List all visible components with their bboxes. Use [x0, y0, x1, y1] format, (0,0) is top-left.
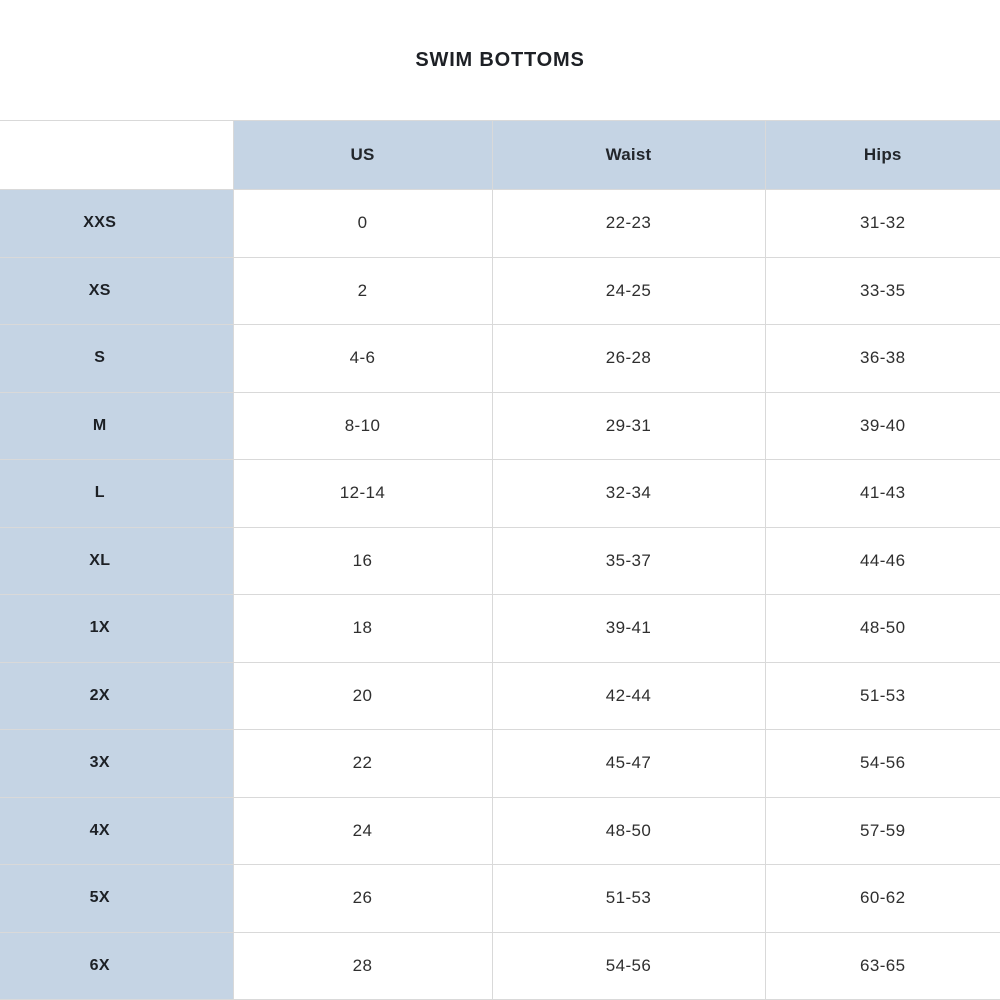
- size-label-cell: L: [0, 460, 233, 528]
- size-label-cell: 3X: [0, 730, 233, 798]
- waist-cell: 42-44: [492, 662, 765, 730]
- size-label-cell: 2X: [0, 662, 233, 730]
- table-row: [0, 392, 1000, 460]
- table-row: [0, 460, 1000, 528]
- size-label-cell: XXS: [0, 190, 233, 258]
- size-label-cell: 5X: [0, 865, 233, 933]
- hips-cell: 44-46: [765, 527, 1000, 595]
- table-row: [0, 865, 1000, 933]
- us-cell: 4-6: [233, 325, 492, 393]
- size-label-cell: M: [0, 392, 233, 460]
- table-row: [0, 932, 1000, 1000]
- table-row: [0, 662, 1000, 730]
- col-header-us: US: [233, 121, 492, 190]
- waist-cell: 51-53: [492, 865, 765, 933]
- col-header-waist: Waist: [492, 121, 765, 190]
- us-cell: 8-10: [233, 392, 492, 460]
- table-row: [0, 527, 1000, 595]
- table-row: [0, 190, 1000, 258]
- table-row: [0, 595, 1000, 663]
- corner-cell: [0, 121, 233, 190]
- hips-cell: 33-35: [765, 257, 1000, 325]
- waist-cell: 48-50: [492, 797, 765, 865]
- us-cell: 2: [233, 257, 492, 325]
- size-chart-body: [0, 190, 1000, 1000]
- waist-cell: 39-41: [492, 595, 765, 663]
- title-bar: [0, 0, 1000, 120]
- size-label-cell: S: [0, 325, 233, 393]
- waist-cell: 26-28: [492, 325, 765, 393]
- us-cell: 18: [233, 595, 492, 663]
- waist-cell: 29-31: [492, 392, 765, 460]
- us-cell: 0: [233, 190, 492, 258]
- waist-cell: 35-37: [492, 527, 765, 595]
- hips-cell: 31-32: [765, 190, 1000, 258]
- table-row: [0, 325, 1000, 393]
- table-row: [0, 797, 1000, 865]
- waist-cell: 54-56: [492, 932, 765, 1000]
- size-label-cell: 1X: [0, 595, 233, 663]
- us-cell: 12-14: [233, 460, 492, 528]
- table-row: [0, 257, 1000, 325]
- hips-cell: 36-38: [765, 325, 1000, 393]
- size-label-cell: XS: [0, 257, 233, 325]
- table-row: [0, 730, 1000, 798]
- waist-cell: 22-23: [492, 190, 765, 258]
- waist-cell: 24-25: [492, 257, 765, 325]
- hips-cell: 48-50: [765, 595, 1000, 663]
- hips-cell: 63-65: [765, 932, 1000, 1000]
- hips-cell: 57-59: [765, 797, 1000, 865]
- hips-cell: 60-62: [765, 865, 1000, 933]
- us-cell: 28: [233, 932, 492, 1000]
- header-row: [0, 121, 1000, 190]
- waist-cell: 32-34: [492, 460, 765, 528]
- us-cell: 22: [233, 730, 492, 798]
- hips-cell: 41-43: [765, 460, 1000, 528]
- size-chart-header: [0, 121, 1000, 190]
- waist-cell: 45-47: [492, 730, 765, 798]
- us-cell: 26: [233, 865, 492, 933]
- hips-cell: 54-56: [765, 730, 1000, 798]
- size-label-cell: 4X: [0, 797, 233, 865]
- size-label-cell: XL: [0, 527, 233, 595]
- us-cell: 16: [233, 527, 492, 595]
- size-label-cell: 6X: [0, 932, 233, 1000]
- us-cell: 24: [233, 797, 492, 865]
- size-chart-table: [0, 120, 1000, 1000]
- page-title: SWIM BOTTOMS: [415, 48, 585, 71]
- col-header-hips: Hips: [765, 121, 1000, 190]
- hips-cell: 51-53: [765, 662, 1000, 730]
- us-cell: 20: [233, 662, 492, 730]
- hips-cell: 39-40: [765, 392, 1000, 460]
